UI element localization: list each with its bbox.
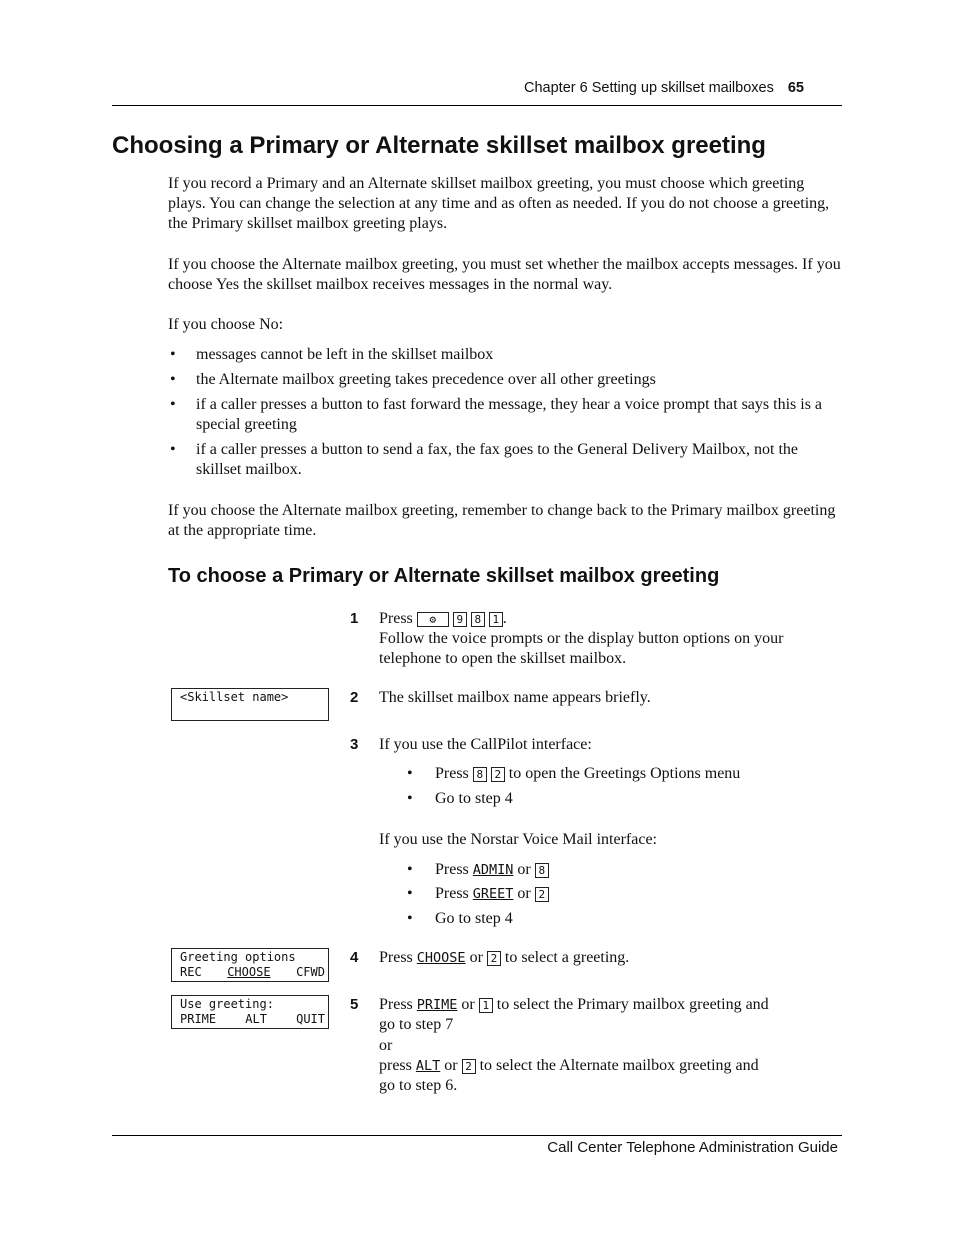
running-header — [524, 80, 804, 96]
key-1: 1 — [479, 998, 493, 1013]
display-softkeys — [180, 1012, 325, 1027]
step-number: 5 — [350, 996, 359, 1013]
feature-key-icon: ⚙ — [417, 612, 449, 627]
bullet-list — [168, 345, 844, 485]
key-9: 9 — [453, 612, 467, 627]
paragraph-reminder: If you choose the Alternate mailbox greeting, remember to change back to the Primary mailbox greeting at the appropriate time. — [168, 502, 836, 539]
step1-press-line: Press ⚙ 9 8 1 . — [379, 610, 507, 627]
step5-alt-line: press ALT or 2 to select the Alternate mailbox greeting and — [379, 1057, 759, 1074]
list-item: • if a caller presses a button to fast forward the message, they hear a voice prompt that says this is a special greeting — [168, 395, 844, 435]
step3-callpilot-press: Press 8 2 to open the Greetings Options menu — [435, 765, 741, 782]
key-8: 8 — [471, 612, 485, 627]
step-number: 4 — [350, 949, 359, 966]
step-number: 2 — [350, 689, 359, 706]
chapter-title: Chapter 6 Setting up skillset mailboxes — [524, 80, 774, 96]
step3-norstar-greet: Press GREET or 2 — [435, 884, 549, 904]
step5-prime-line: Press PRIME or 1 to select the Primary mailbox greeting and — [379, 996, 769, 1013]
key-8: 8 — [473, 767, 487, 782]
page-number: 65 — [787, 80, 804, 96]
header-rule — [112, 105, 842, 106]
quit-softkey-label: QUIT — [296, 1012, 325, 1026]
telephone-display — [171, 995, 329, 1029]
key-2: 2 — [535, 887, 549, 902]
step3-go-step: Go to step 4 — [435, 910, 513, 927]
key-8: 8 — [535, 863, 549, 878]
key-2: 2 — [491, 767, 505, 782]
procedure-title: To choose a Primary or Alternate skillset mailbox greeting — [168, 565, 720, 587]
key-1: 1 — [489, 612, 503, 627]
choose-softkey-label: CHOOSE — [227, 965, 271, 979]
display-softkeys — [180, 965, 325, 980]
step3-callpilot-intro: If you use the CallPilot interface: — [379, 736, 592, 753]
prime-softkey: PRIME — [416, 997, 458, 1013]
cfwd-softkey-label: CFWD — [296, 965, 325, 979]
section-title: Choosing a Primary or Alternate skillset mailbox greeting — [112, 132, 766, 159]
telephone-display — [171, 948, 329, 982]
alt-softkey: ALT — [415, 1058, 441, 1074]
paragraph-intro: If you record a Primary and an Alternate skillset mailbox greeting, you must choose which greeting plays. You can change the selection at any time and as often as needed. If you do not choose a greeting, the Primary skillset mailbox greeting plays. — [168, 175, 830, 232]
step4-text: Press CHOOSE or 2 to select a greeting. — [379, 949, 630, 966]
step5-goto-6: go to step 6. — [379, 1077, 458, 1094]
list-item: • messages cannot be left in the skillset mailbox — [168, 345, 844, 365]
telephone-display — [171, 688, 329, 721]
list-item: • if a caller presses a button to send a fax, the fax goes to the General Delivery Mailbox, not the skillset mailbox. — [168, 440, 844, 480]
footer-title: Call Center Telephone Administration Guide — [547, 1139, 838, 1156]
key-2: 2 — [462, 1059, 476, 1074]
step2-text: The skillset mailbox name appears briefly. — [379, 689, 651, 706]
prime-softkey-label: PRIME — [180, 1012, 217, 1026]
step3-norstar-intro: If you use the Norstar Voice Mail interface: — [379, 831, 657, 848]
step3-go-step: Go to step 4 — [435, 790, 513, 807]
footer-rule — [112, 1135, 842, 1136]
greet-softkey: GREET — [472, 886, 514, 902]
paragraph-choose-no: If you choose No: — [168, 316, 284, 333]
display-line: <Skillset name> — [180, 690, 289, 704]
step-number: 1 — [350, 610, 359, 627]
list-item: • the Alternate mailbox greeting takes precedence over all other greetings — [168, 370, 844, 390]
admin-softkey: ADMIN — [472, 862, 514, 878]
paragraph-alternate: If you choose the Alternate mailbox greeting, you must set whether the mailbox accepts messages. If you choose Yes the skillset mailbox receives messages in the normal way. — [168, 256, 841, 293]
key-2: 2 — [487, 951, 501, 966]
step1-text: Follow the voice prompts or the display button options on your telephone to open the skillset mailbox. — [379, 630, 784, 667]
choose-softkey: CHOOSE — [416, 950, 466, 966]
display-line: Greeting options — [180, 950, 296, 964]
step3-norstar-admin: Press ADMIN or 8 — [435, 860, 549, 880]
display-line: Use greeting: — [180, 997, 274, 1011]
alt-softkey-label: ALT — [245, 1012, 267, 1026]
step5-goto-7: go to step 7 — [379, 1016, 454, 1033]
step-number: 3 — [350, 736, 359, 753]
step5-or: or — [379, 1037, 393, 1054]
rec-softkey-label: REC — [180, 965, 202, 979]
